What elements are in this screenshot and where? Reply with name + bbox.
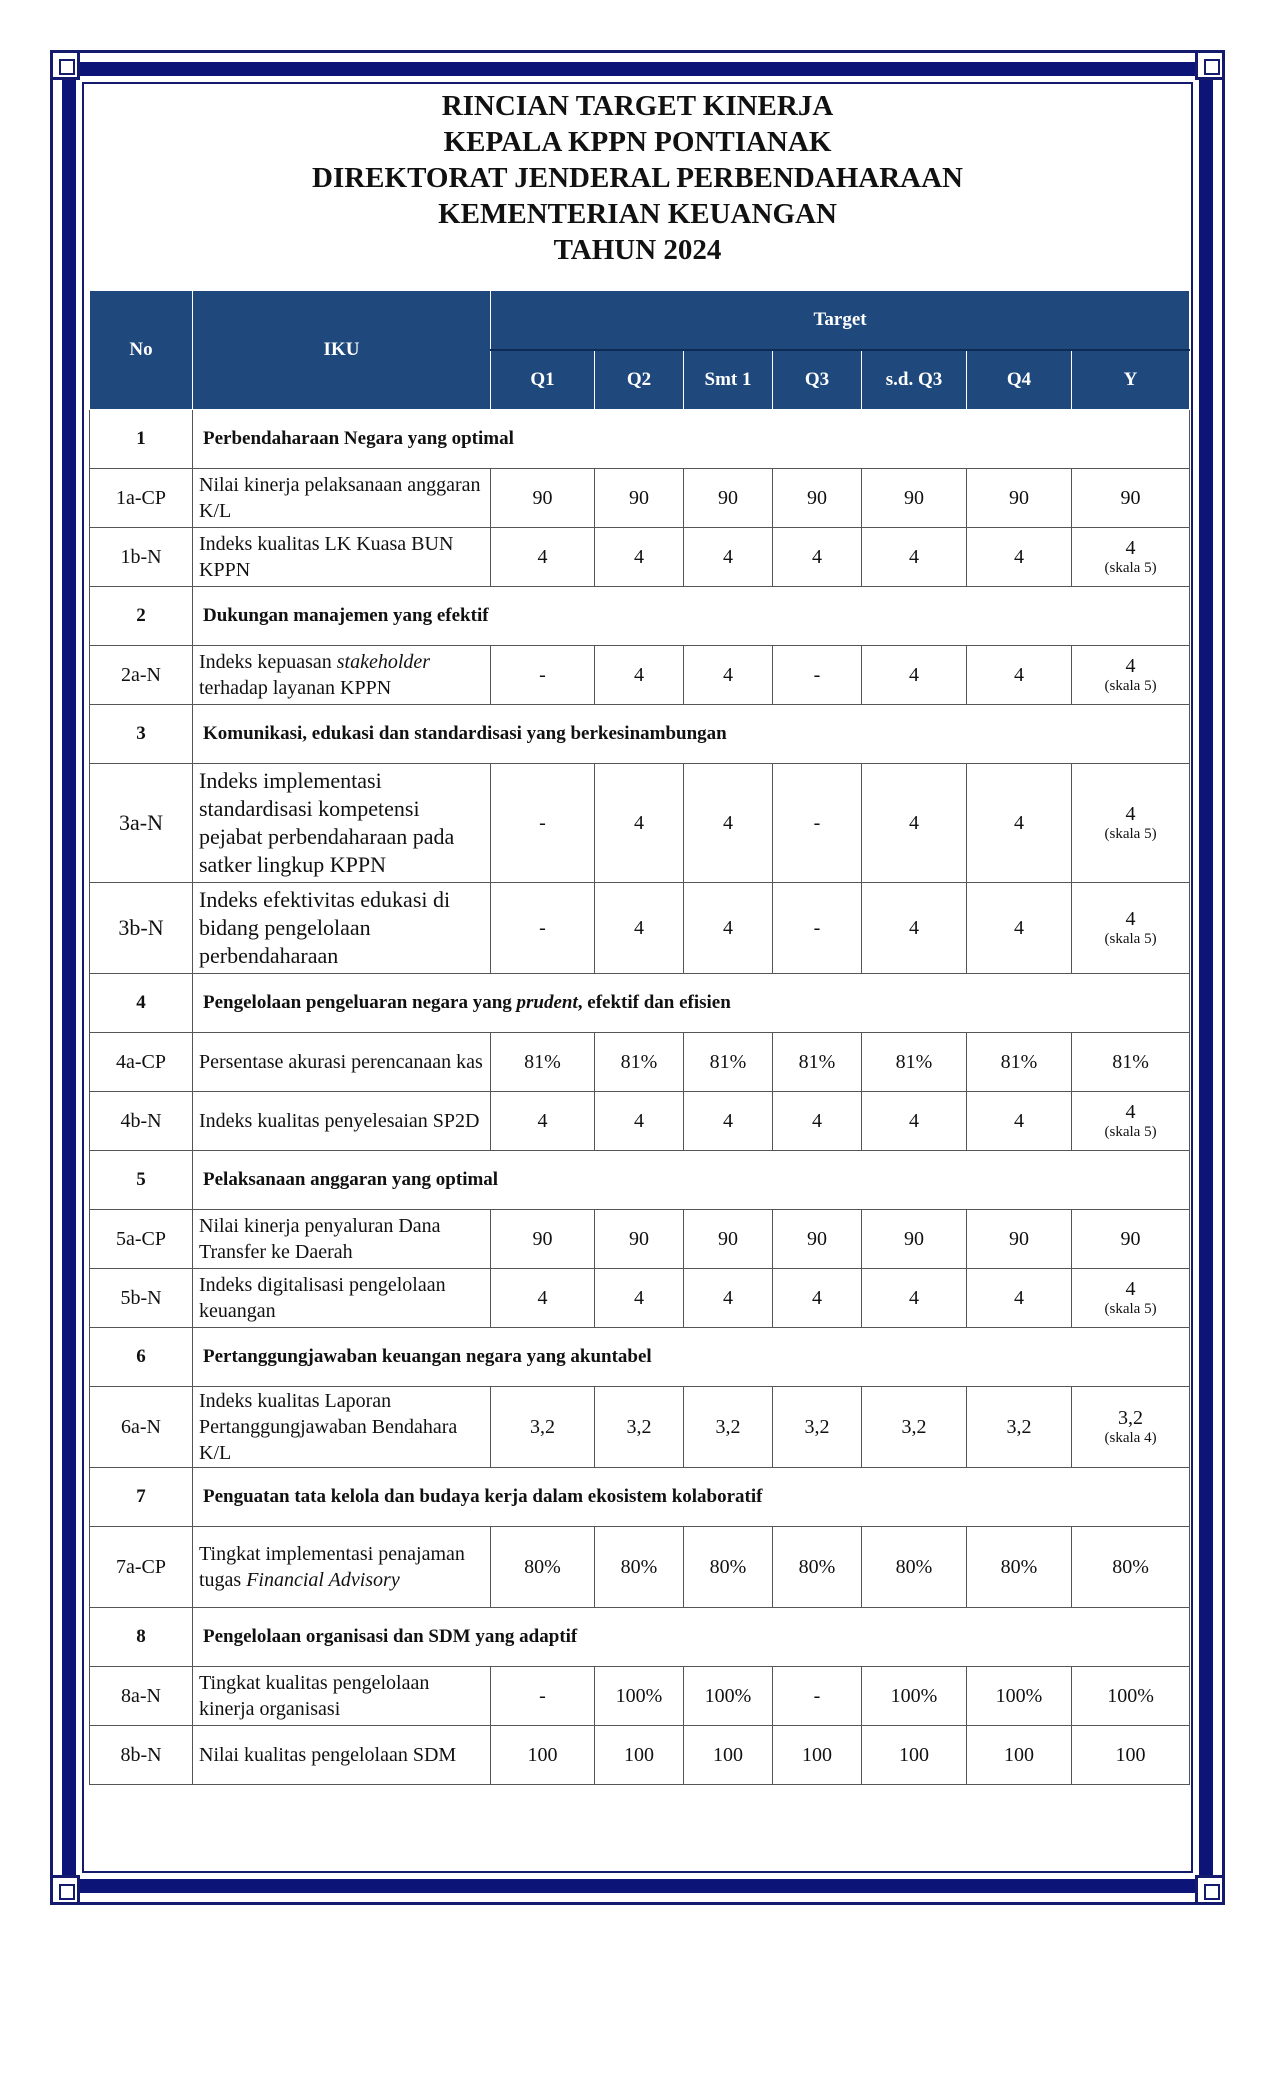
- y-value: 4: [1125, 537, 1136, 559]
- group-title: Penguatan tata kelola dan budaya kerja dalam ekosistem kolaboratif: [193, 1468, 1190, 1527]
- value-cell: 4: [684, 646, 773, 705]
- header-iku: IKU: [193, 291, 491, 410]
- header-period: Q2: [595, 350, 684, 410]
- value-cell: 4: [595, 883, 684, 974]
- value-cell: 80%: [1072, 1527, 1190, 1608]
- title-line: KEMENTERIAN KEUANGAN: [438, 198, 837, 230]
- scale-note: (skala 4): [1104, 1430, 1157, 1446]
- value-cell-y: [1072, 1092, 1190, 1151]
- header-period: Smt 1: [684, 350, 773, 410]
- value-cell: 100: [595, 1726, 684, 1785]
- value-cell: 100%: [967, 1667, 1072, 1726]
- row-iku: Indeks digitalisasi pengelolaan keuangan: [193, 1269, 491, 1328]
- group-title: Pertanggungjawaban keuangan negara yang akuntabel: [193, 1328, 1190, 1387]
- table-row: [90, 646, 1190, 705]
- value-cell: 3,2: [684, 1387, 773, 1468]
- value-cell: 4: [684, 1269, 773, 1328]
- row-iku: Tingkat kualitas pengelolaan kinerja organisasi: [193, 1667, 491, 1726]
- value-cell: 100%: [862, 1667, 967, 1726]
- value-cell: 100: [773, 1726, 862, 1785]
- corner-ornament-top-left: [50, 50, 80, 80]
- group-row: [90, 1468, 1190, 1527]
- title-line: TAHUN 2024: [553, 234, 722, 266]
- value-cell: 4: [595, 1092, 684, 1151]
- value-cell: 90: [773, 1210, 862, 1269]
- value-cell: -: [491, 1667, 595, 1726]
- document-title: [90, 88, 1185, 268]
- iku-text: Indeks kepuasan: [199, 651, 337, 673]
- value-cell: 4: [967, 1092, 1072, 1151]
- value-cell: 100%: [1072, 1667, 1190, 1726]
- table-row: [90, 1092, 1190, 1151]
- iku-text-italic: Financial Advisory: [246, 1569, 400, 1591]
- group-title: Pelaksanaan anggaran yang optimal: [193, 1151, 1190, 1210]
- value-cell: 90: [967, 469, 1072, 528]
- value-cell: 80%: [595, 1527, 684, 1608]
- group-row: [90, 974, 1190, 1033]
- group-title: Pengelolaan organisasi dan SDM yang adaptif: [193, 1608, 1190, 1667]
- table-row: [90, 1033, 1190, 1092]
- value-cell: 4: [595, 1269, 684, 1328]
- group-no: 4: [90, 974, 193, 1033]
- value-cell: 4: [862, 1269, 967, 1328]
- y-value: 4: [1125, 655, 1136, 677]
- group-title-text: Pengelolaan pengeluaran negara yang: [203, 992, 517, 1013]
- header-target: Target: [491, 291, 1190, 351]
- value-cell: 4: [862, 528, 967, 587]
- value-cell: 4: [684, 528, 773, 587]
- group-row: [90, 410, 1190, 469]
- value-cell: 100: [1072, 1726, 1190, 1785]
- value-cell: 4: [862, 883, 967, 974]
- value-cell: 90: [773, 469, 862, 528]
- row-no: 4b-N: [90, 1092, 193, 1151]
- row-no: 8a-N: [90, 1667, 193, 1726]
- group-title: Dukungan manajemen yang efektif: [193, 587, 1190, 646]
- group-row: [90, 705, 1190, 764]
- title-line: KEPALA KPPN PONTIANAK: [443, 126, 832, 158]
- value-cell-y: [1072, 883, 1190, 974]
- group-no: 7: [90, 1468, 193, 1527]
- value-cell: 90: [491, 469, 595, 528]
- scale-note: (skala 5): [1104, 560, 1157, 576]
- group-no: 2: [90, 587, 193, 646]
- row-no: 7a-CP: [90, 1527, 193, 1608]
- value-cell: 4: [967, 646, 1072, 705]
- group-no: 8: [90, 1608, 193, 1667]
- row-no: 8b-N: [90, 1726, 193, 1785]
- row-no: 6a-N: [90, 1387, 193, 1468]
- table-row: [90, 1210, 1190, 1269]
- scale-note: (skala 5): [1104, 678, 1157, 694]
- value-cell: 100: [967, 1726, 1072, 1785]
- group-title: [193, 974, 1190, 1033]
- value-cell: 100%: [595, 1667, 684, 1726]
- group-title-text: , efektif dan efisien: [577, 992, 731, 1013]
- value-cell: 4: [967, 883, 1072, 974]
- value-cell: 100: [491, 1726, 595, 1785]
- value-cell: 90: [862, 1210, 967, 1269]
- y-value: 4: [1125, 803, 1136, 825]
- header-no: No: [90, 291, 193, 410]
- target-kinerja-table: [89, 290, 1190, 1785]
- value-cell: 4: [773, 1092, 862, 1151]
- row-iku: Nilai kinerja penyaluran Dana Transfer ke Daerah: [193, 1210, 491, 1269]
- iku-text-italic: stakeholder: [336, 651, 431, 673]
- value-cell: 81%: [595, 1033, 684, 1092]
- value-cell: 4: [862, 764, 967, 883]
- group-row: [90, 587, 1190, 646]
- table-row: [90, 1387, 1190, 1468]
- value-cell: -: [491, 646, 595, 705]
- group-row: [90, 1151, 1190, 1210]
- row-no: 1b-N: [90, 528, 193, 587]
- row-no: 2a-N: [90, 646, 193, 705]
- scale-note: (skala 5): [1104, 1301, 1157, 1317]
- corner-ornament-bottom-right: [1195, 1875, 1225, 1905]
- row-iku: Indeks kualitas LK Kuasa BUN KPPN: [193, 528, 491, 587]
- value-cell: 4: [967, 1269, 1072, 1328]
- row-iku: Indeks kualitas Laporan Pertanggungjawaban Bendahara K/L: [193, 1387, 491, 1468]
- table-row: [90, 1527, 1190, 1608]
- header-period: Q3: [773, 350, 862, 410]
- y-value: 4: [1125, 1278, 1136, 1300]
- row-no: 3a-N: [90, 764, 193, 883]
- value-cell-y: [1072, 528, 1190, 587]
- value-cell-y: [1072, 1387, 1190, 1468]
- value-cell: 80%: [684, 1527, 773, 1608]
- table-row: [90, 469, 1190, 528]
- value-cell: -: [491, 764, 595, 883]
- value-cell: 81%: [1072, 1033, 1190, 1092]
- value-cell-y: [1072, 1269, 1190, 1328]
- value-cell: 81%: [491, 1033, 595, 1092]
- group-no: 3: [90, 705, 193, 764]
- value-cell: 4: [967, 528, 1072, 587]
- row-iku: Persentase akurasi perencanaan kas: [193, 1033, 491, 1092]
- table-row: [90, 1269, 1190, 1328]
- scale-note: (skala 5): [1104, 1124, 1157, 1140]
- value-cell: 90: [595, 1210, 684, 1269]
- table-row: [90, 883, 1190, 974]
- value-cell: 3,2: [491, 1387, 595, 1468]
- row-no: 3b-N: [90, 883, 193, 974]
- table-row: [90, 528, 1190, 587]
- table-row: [90, 1726, 1190, 1785]
- value-cell: 90: [684, 1210, 773, 1269]
- value-cell: 4: [684, 764, 773, 883]
- row-no: 5a-CP: [90, 1210, 193, 1269]
- value-cell: 4: [967, 764, 1072, 883]
- row-iku: [193, 646, 491, 705]
- header-period: s.d. Q3: [862, 350, 967, 410]
- value-cell: 90: [967, 1210, 1072, 1269]
- header-period: Y: [1072, 350, 1190, 410]
- iku-text: Tingkat implementasi penajaman tugas: [199, 1543, 465, 1591]
- value-cell: 4: [491, 1092, 595, 1151]
- row-iku: Indeks efektivitas edukasi di bidang pengelolaan perbendaharaan: [193, 883, 491, 974]
- value-cell: 100: [862, 1726, 967, 1785]
- value-cell: 81%: [773, 1033, 862, 1092]
- value-cell: 90: [491, 1210, 595, 1269]
- value-cell: 90: [1072, 469, 1190, 528]
- row-iku: [193, 1527, 491, 1608]
- value-cell: 4: [862, 1092, 967, 1151]
- header-period: Q4: [967, 350, 1072, 410]
- row-no: 5b-N: [90, 1269, 193, 1328]
- group-no: 5: [90, 1151, 193, 1210]
- value-cell: 90: [862, 469, 967, 528]
- iku-text: terhadap layanan KPPN: [199, 677, 392, 699]
- table-row: [90, 1667, 1190, 1726]
- value-cell: 4: [684, 1092, 773, 1151]
- value-cell: 3,2: [595, 1387, 684, 1468]
- value-cell-y: [1072, 646, 1190, 705]
- value-cell: 4: [595, 528, 684, 587]
- value-cell-y: [1072, 764, 1190, 883]
- value-cell: -: [773, 1667, 862, 1726]
- value-cell: 4: [773, 528, 862, 587]
- value-cell: 3,2: [773, 1387, 862, 1468]
- y-value: 3,2: [1118, 1407, 1144, 1429]
- value-cell: 100: [684, 1726, 773, 1785]
- value-cell: 4: [595, 646, 684, 705]
- row-iku: Indeks kualitas penyelesaian SP2D: [193, 1092, 491, 1151]
- value-cell: 3,2: [967, 1387, 1072, 1468]
- value-cell: 90: [595, 469, 684, 528]
- value-cell: 90: [1072, 1210, 1190, 1269]
- value-cell: -: [773, 646, 862, 705]
- row-no: 1a-CP: [90, 469, 193, 528]
- title-line: DIREKTORAT JENDERAL PERBENDAHARAAN: [312, 162, 963, 194]
- group-title-italic: prudent: [516, 992, 578, 1013]
- row-no: 4a-CP: [90, 1033, 193, 1092]
- value-cell: 4: [491, 1269, 595, 1328]
- y-value: 4: [1125, 908, 1136, 930]
- table-row: [90, 764, 1190, 883]
- value-cell: 80%: [862, 1527, 967, 1608]
- group-title: Perbendaharaan Negara yang optimal: [193, 410, 1190, 469]
- value-cell: -: [773, 883, 862, 974]
- row-iku: Indeks implementasi standardisasi kompetensi pejabat perbendaharaan pada satker lingkup KPPN: [193, 764, 491, 883]
- corner-ornament-bottom-left: [50, 1875, 80, 1905]
- value-cell: 4: [773, 1269, 862, 1328]
- value-cell: 80%: [967, 1527, 1072, 1608]
- value-cell: 80%: [773, 1527, 862, 1608]
- value-cell: 81%: [967, 1033, 1072, 1092]
- group-no: 1: [90, 410, 193, 469]
- header-period: Q1: [491, 350, 595, 410]
- value-cell: -: [491, 883, 595, 974]
- scale-note: (skala 5): [1104, 931, 1157, 947]
- group-no: 6: [90, 1328, 193, 1387]
- y-value: 4: [1125, 1101, 1136, 1123]
- row-iku: Nilai kualitas pengelolaan SDM: [193, 1726, 491, 1785]
- value-cell: 90: [684, 469, 773, 528]
- group-row: [90, 1608, 1190, 1667]
- corner-ornament-top-right: [1195, 50, 1225, 80]
- value-cell: 81%: [862, 1033, 967, 1092]
- title-line: RINCIAN TARGET KINERJA: [441, 90, 834, 122]
- scale-note: (skala 5): [1104, 826, 1157, 842]
- group-title: Komunikasi, edukasi dan standardisasi yang berkesinambungan: [193, 705, 1190, 764]
- row-iku: Nilai kinerja pelaksanaan anggaran K/L: [193, 469, 491, 528]
- value-cell: 4: [595, 764, 684, 883]
- value-cell: 80%: [491, 1527, 595, 1608]
- value-cell: 100%: [684, 1667, 773, 1726]
- group-row: [90, 1328, 1190, 1387]
- value-cell: -: [773, 764, 862, 883]
- value-cell: 4: [684, 883, 773, 974]
- value-cell: 4: [491, 528, 595, 587]
- value-cell: 4: [862, 646, 967, 705]
- value-cell: 81%: [684, 1033, 773, 1092]
- value-cell: 3,2: [862, 1387, 967, 1468]
